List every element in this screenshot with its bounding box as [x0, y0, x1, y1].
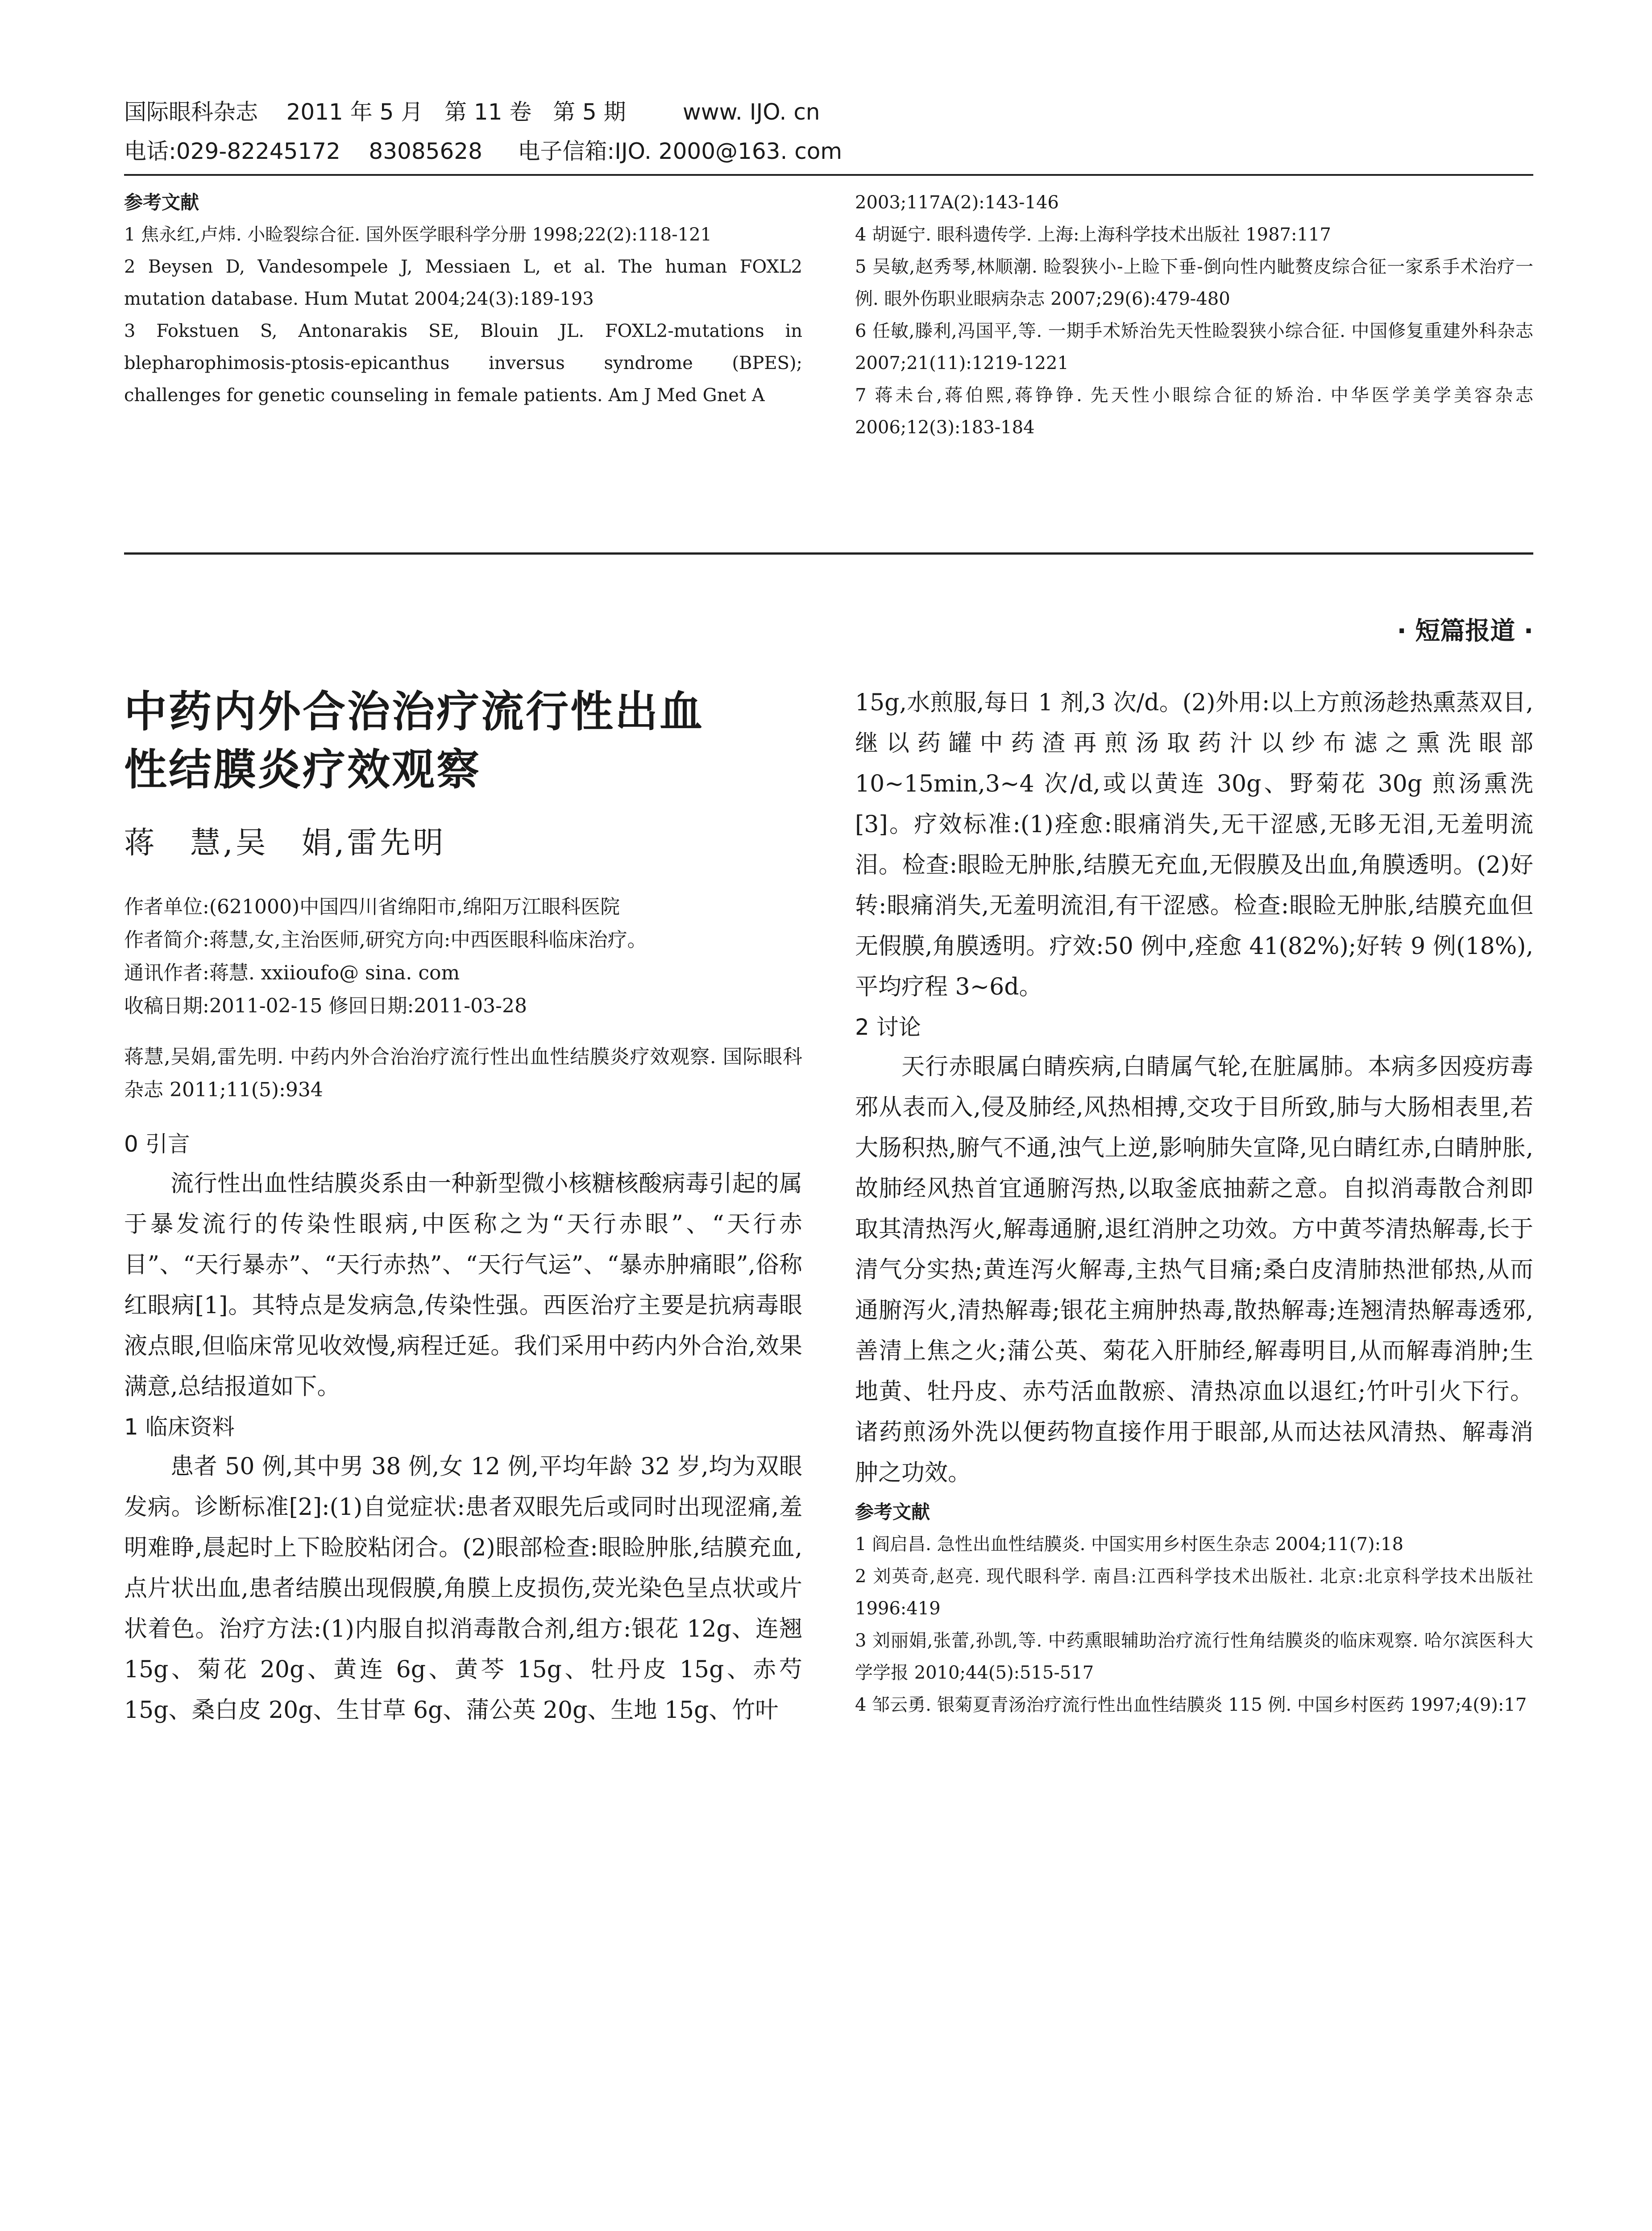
top-ref-3: 3 Fokstuen S, Antonarakis SE, Blouin JL. FOXL2-mutations in blepharophimosis-ptosis-epicanthus inversus syndrome (BPES); challenges for genetic counseling in female patients. Am J Med Gnet A: [124, 321, 802, 406]
author-bio: 作者简介:蒋慧,女,主治医师,研究方向:中西医眼科临床治疗。: [124, 929, 647, 951]
article-ref-1: 1 阎启昌. 急性出血性结膜炎. 中国实用乡村医生杂志 2004;11(7):18: [855, 1534, 1403, 1555]
journal-header-line2: 电话:029-82245172 83085628 电子信箱:IJO. 2000@163. com: [124, 138, 843, 164]
article-body-right: [855, 683, 1533, 1493]
section-0-title: 0 引言: [124, 1131, 190, 1157]
article-left-column: [124, 683, 802, 1731]
top-ref-5: 5 吴敏,赵秀琴,林顺潮. 睑裂狭小-上睑下垂-倒向性内眦赘皮综合征一家系手术治疗一例. 眼外伤职业眼病杂志 2007;29(6):479-480: [855, 257, 1533, 309]
article-ref-3: 3 刘丽娟,张蕾,孙凯,等. 中药熏眼辅助治疗流行性角结膜炎的临床观察. 哈尔滨医科大学学报 2010;44(5):515-517: [855, 1630, 1533, 1683]
section-1-paragraph-cont: 15g,水煎服,每日 1 剂,3 次/d。(2)外用:以上方煎汤趁热熏蒸双目,继以药罐中药渣再煎汤取药汁以纱布滤之熏洗眼部 10~15min,3~4 次/d,或以黄连 30g、野菊花 30g 煎汤熏洗[3]。疗效标准:(1)痊愈:眼痛消失,无干涩感,无眵无泪,无羞明流泪。检查:眼睑无肿胀,结膜无充血,无假膜及出血,角膜透明。(2)好转:眼痛消失,无羞明流泪,有干涩感。检查:眼睑无肿胀,结膜充血但无假膜,角膜透明。疗效:50 例中,痊愈 41(82%);好转 9 例(18%),平均疗程 3~6d。: [855, 689, 1533, 1000]
journal-header-line1: 国际眼科杂志 2011 年 5 月 第 11 卷 第 5 期 www. IJO. cn: [124, 99, 820, 125]
top-refs-left: [124, 187, 802, 411]
top-refs-right: [855, 187, 1533, 444]
section-1-paragraph: 患者 50 例,其中男 38 例,女 12 例,平均年龄 32 岁,均为双眼发病。诊断标准[2]:(1)自觉症状:患者双眼先后或同时出现涩痛,羞明难睁,晨起时上下睑胶粘闭合。(2)眼部检查:眼睑肿胀,结膜充血,点片状出血,患者结膜出现假膜,角膜上皮损伤,荧光染色呈点状或片状着色。治疗方法:(1)内服自拟消毒散合剂,组方:银花 12g、连翘 15g、菊花 20g、黄连 6g、黄芩 15g、牡丹皮 15g、赤芍 15g、桑白皮 20g、生甘草 6g、蒲公英 20g、生地 15g、竹叶: [124, 1453, 802, 1724]
citation-info: 蒋慧,吴娟,雷先明. 中药内外合治治疗流行性出血性结膜炎疗效观察. 国际眼科杂志 2011;11(5):934: [124, 1045, 802, 1101]
article-title-line2: 性结膜炎疗效观察: [124, 745, 481, 795]
article-refs-heading: 参考文献: [855, 1501, 930, 1523]
article-ref-4: 4 邹云勇. 银菊夏青汤治疗流行性出血性结膜炎 115 例. 中国乡村医药 1997;4(9):17: [855, 1695, 1527, 1715]
top-ref-6: 6 任敏,滕利,冯国平,等. 一期手术矫治先天性睑裂狭小综合征. 中国修复重建外科杂志 2007;21(11):1219-1221: [855, 321, 1533, 373]
section-divider-rule: [124, 552, 1533, 555]
corresponding-author: 通讯作者:蒋慧. xxiioufo@ sina. com: [124, 962, 460, 984]
article-right-column: [855, 683, 1533, 1721]
top-ref-1: 1 焦永红,卢炜. 小睑裂综合征. 国外医学眼科学分册 1998;22(2):118-121: [124, 224, 712, 245]
author-affiliation: 作者单位:(621000)中国四川省绵阳市,绵阳万江眼科医院: [124, 896, 620, 918]
section-1-title: 1 临床资料: [124, 1414, 235, 1440]
top-ref-3-cont: 2003;117A(2):143-146: [855, 192, 1059, 213]
article-title-line1: 中药内外合治治疗流行性出血: [124, 687, 704, 737]
received-dates: 收稿日期:2011-02-15 修回日期:2011-03-28: [124, 995, 527, 1017]
top-refs-heading: 参考文献: [124, 191, 199, 213]
top-ref-2: 2 Beysen D, Vandesompele J, Messiaen L, et al. The human FOXL2 mutation database. Hum Mutat 2004;24(3):189-193: [124, 257, 802, 309]
header-rule: [124, 174, 1533, 176]
column-tag: · 短篇报道 ·: [1397, 617, 1533, 646]
top-ref-7: 7 蒋未台,蒋伯熙,蒋铮铮. 先天性小眼综合征的矫治. 中华医学美学美容杂志 2006;12(3):183-184: [855, 385, 1533, 438]
top-ref-4: 4 胡诞宁. 眼科遗传学. 上海:上海科学技术出版社 1987:117: [855, 224, 1331, 245]
article-authors: 蒋 慧,吴 娟,雷先明: [124, 825, 446, 861]
section-0-paragraph: 流行性出血性结膜炎系由一种新型微小核糖核酸病毒引起的属于暴发流行的传染性眼病,中医称之为“天行赤眼”、“天行赤目”、“天行暴赤”、“天行赤热”、“天行气运”、“暴赤肿痛眼”,俗称红眼病[1]。其特点是发病急,传染性强。西医治疗主要是抗病毒眼液点眼,但临床常见收效慢,病程迁延。我们采用中药内外合治,效果满意,总结报道如下。: [124, 1170, 802, 1400]
section-2-paragraph: 天行赤眼属白睛疾病,白睛属气轮,在脏属肺。本病多因疫疠毒邪从表而入,侵及肺经,风热相搏,交攻于目所致,肺与大肠相表里,若大肠积热,腑气不通,浊气上逆,影响肺失宣降,见白睛红赤,白睛肿胀,故肺经风热首宜通腑泻热,以取釜底抽薪之意。自拟消毒散合剂即取其清热泻火,解毒通腑,退红消肿之功效。方中黄芩清热解毒,长于清气分实热;黄连泻火解毒,主热气目痛;桑白皮清肺热泄郁热,从而通腑泻火,清热解毒;银花主痈肿热毒,散热解毒;连翘清热解毒透邪,善清上焦之火;蒲公英、菊花入肝肺经,解毒明目,从而解毒消肿;生地黄、牡丹皮、赤芍活血散瘀、清热凉血以退红;竹叶引火下行。诸药煎汤外洗以便药物直接作用于眼部,从而达祛风清热、解毒消肿之功效。: [855, 1053, 1533, 1486]
author-meta: [124, 891, 802, 1023]
article-body-left: [124, 1124, 802, 1731]
article-ref-2: 2 刘英奇,赵亮. 现代眼科学. 南昌:江西科学技术出版社. 北京:北京科学技术出版社 1996:419: [855, 1566, 1533, 1619]
section-2-title: 2 讨论: [855, 1014, 921, 1040]
